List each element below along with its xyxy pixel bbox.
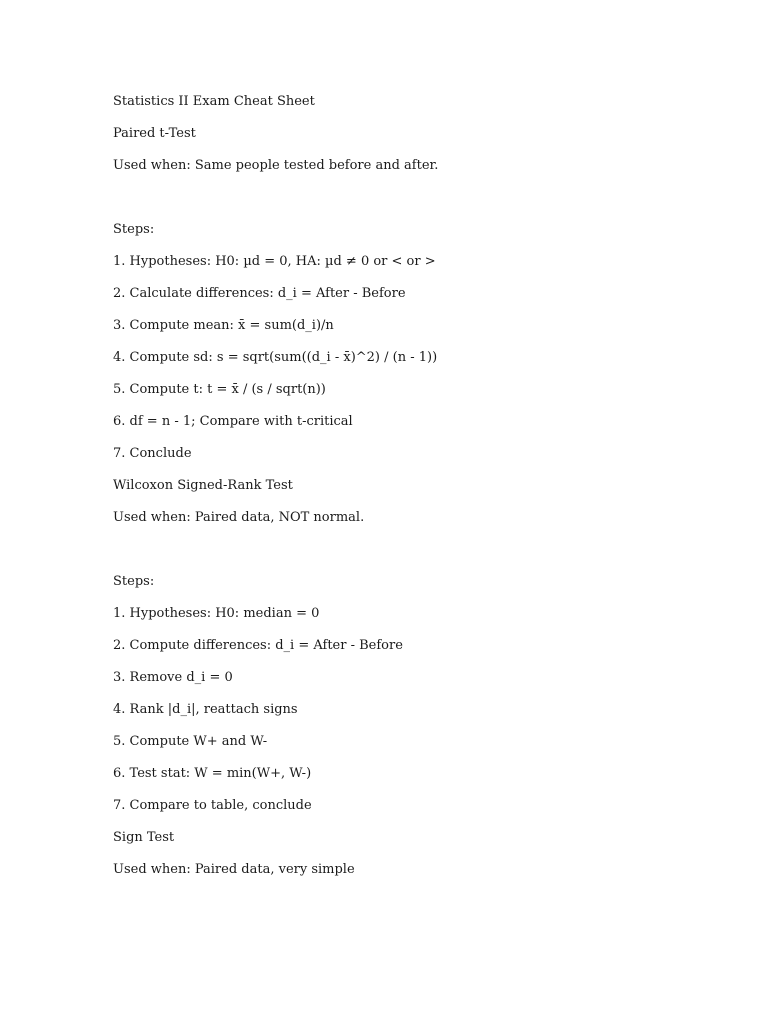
step-item: 5. Compute t: t = x̄ / (s / sqrt(n)) [113, 382, 326, 397]
step-item: 1. Hypotheses: H0: µd = 0, HA: µd ≠ 0 or < or > [113, 254, 436, 269]
step-item: 7. Compare to table, conclude [113, 798, 312, 813]
step-item: 3. Remove d_i = 0 [113, 670, 233, 685]
used-when-wilcoxon: Used when: Paired data, NOT normal. [113, 510, 365, 525]
step-item: 5. Compute W+ and W- [113, 734, 268, 749]
step-item: 6. df = n - 1; Compare with t-critical [113, 414, 353, 429]
used-when-sign-test: Used when: Paired data, very simple [113, 862, 355, 877]
step-item: 4. Rank |d_i|, reattach signs [113, 702, 298, 717]
section-heading-sign-test: Sign Test [113, 830, 175, 845]
steps-label-paired-t-test: Steps: [113, 222, 155, 237]
section-heading-paired-t-test: Paired t-Test [113, 126, 196, 141]
step-item: 1. Hypotheses: H0: median = 0 [113, 606, 320, 621]
document-body [113, 92, 713, 892]
section-heading-wilcoxon: Wilcoxon Signed-Rank Test [113, 478, 293, 493]
used-when-paired-t-test: Used when: Same people tested before and after. [113, 158, 439, 173]
step-item: 2. Calculate differences: d_i = After - Before [113, 286, 406, 301]
blank-line [113, 540, 713, 572]
blank-line [113, 188, 713, 220]
step-item: 6. Test stat: W = min(W+, W-) [113, 766, 312, 781]
step-item: 2. Compute differences: d_i = After - Before [113, 638, 403, 653]
step-item: 7. Conclude [113, 446, 192, 461]
step-item: 3. Compute mean: x̄ = sum(d_i)/n [113, 318, 334, 333]
document-title: Statistics II Exam Cheat Sheet [113, 94, 315, 109]
step-item: 4. Compute sd: s = sqrt(sum((d_i - x̄)^2) / (n - 1)) [113, 350, 438, 365]
steps-label-wilcoxon: Steps: [113, 574, 155, 589]
